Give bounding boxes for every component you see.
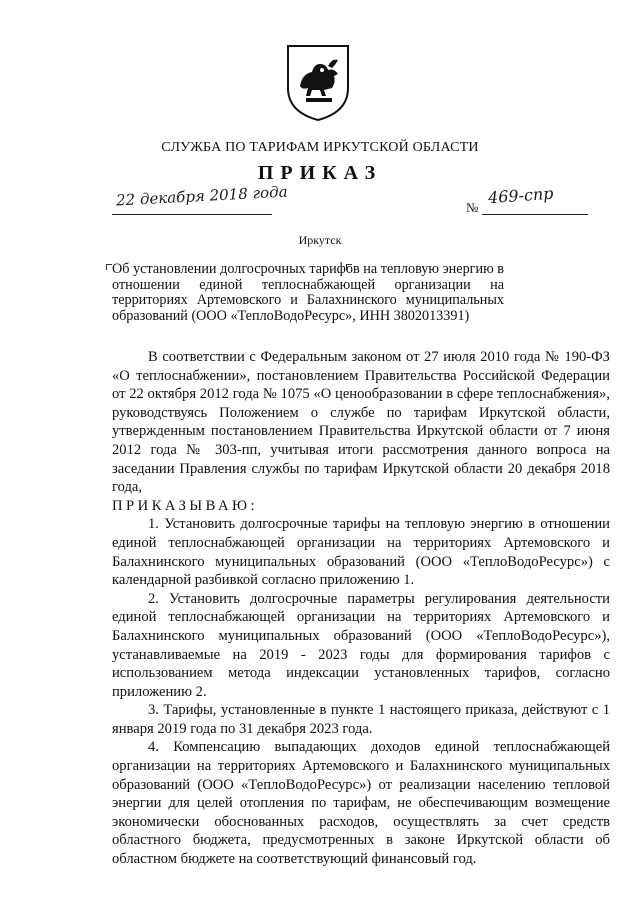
agency-name: СЛУЖБА ПО ТАРИФАМ ИРКУТСКОЙ ОБЛАСТИ bbox=[161, 140, 479, 155]
order-item-3: 3. Тарифы, установленные в пункте 1 настоящего приказа, действуют с 1 января 2019 года по 31 декабря 2023 года. bbox=[112, 702, 610, 737]
document-body bbox=[112, 348, 610, 869]
handwritten-number: 469-спр bbox=[487, 183, 555, 208]
city-name: Иркутск bbox=[298, 233, 342, 247]
handwritten-date: 22 декабря 2018 года bbox=[115, 182, 288, 210]
order-item-4: 4. Компенсацию выпадающих доходов единой теплоснабжающей организации на территориях Артемовского и Балахнинского муниципальных образований (ООО «ТеплоВодоРесурс») от реализации населению тепловой энергии для целей отопления по тарифам, не обеспечивающим возмещение экономически обоснованных расходов, осуществлять за счет средств областного бюджета, предусмотренных в законе Иркутской области об областном бюджете на соответствующий финансовый год. bbox=[112, 739, 610, 868]
coat-of-arms-icon bbox=[284, 42, 352, 122]
document-subject: Об установлении долгосрочных тарифов на тепловую энергию в отношении единой теплоснабжающей организации на территориях Артемовского и Балахнинского муниципальных образований (ООО «ТеплоВодоРесурс», ИНН 3802013391) bbox=[112, 261, 504, 324]
number-sign: № bbox=[466, 200, 479, 215]
preamble-paragraph: В соответствии с Федеральным законом от 27 июля 2010 года № 190-ФЗ «О теплоснабжении», постановлением Правительства Российской Федерации от 22 октября 2012 года № 1075 «О ценообразовании в сфере теплоснабжения», руководствуясь Положением о службе по тарифам Иркутской области, утвержденным постановлением Правительства Иркутской области от 7 июня 2012 года № 303-пп, учитывая итоги рассмотрения данного вопроса на заседании Правления службы по тарифам Иркутской области 20 декабря 2018 года, bbox=[112, 349, 610, 496]
orders-heading: ПРИКАЗЫВАЮ: bbox=[112, 497, 259, 514]
order-item-1: 1. Установить долгосрочные тарифы на тепловую энергию в отношении единой теплоснабжающей организации на территориях Артемовского и Балахнинского муниципальных образований (ООО «ТеплоВодоРесурс») с календарной разбивкой согласно приложению 1. bbox=[112, 516, 610, 589]
order-item-2: 2. Установить долгосрочные параметры регулирования деятельности единой теплоснабжающей организации на территориях Артемовского и Балахнинского муниципальных образований (ООО «ТеплоВодоРесурс»), устанавливаемые на 2019 - 2023 годы для формирования тарифов с использованием метода индексации установленных тарифов, согласно приложению 2. bbox=[112, 590, 610, 700]
document-type-title: ПРИКАЗ bbox=[257, 162, 383, 184]
